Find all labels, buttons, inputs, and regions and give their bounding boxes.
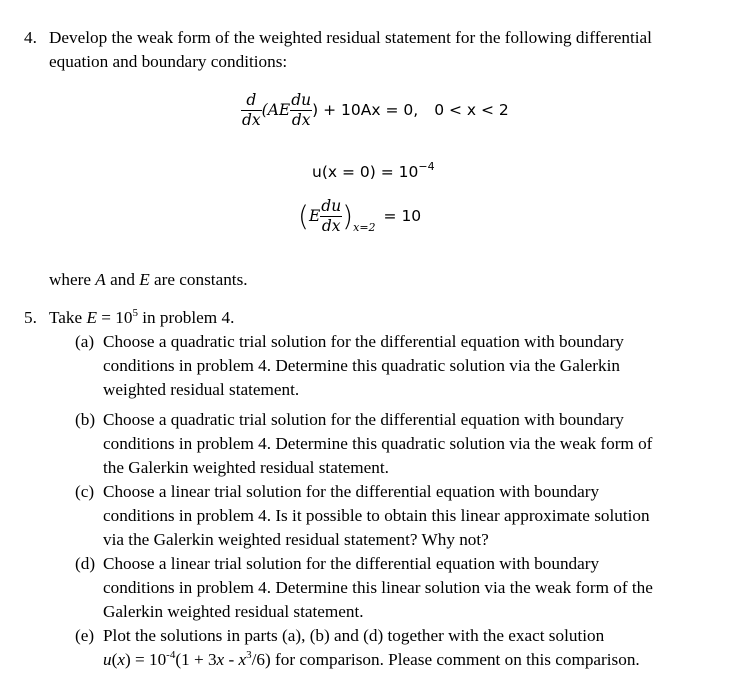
eq2-exponent: −4 — [418, 160, 435, 173]
problem-5-number: 5. — [24, 308, 37, 327]
dx-denominator-2: dx — [291, 110, 311, 129]
eq2-lhs: u(x = 0) = 10 — [312, 163, 419, 181]
part-a-line1: Choose a quadratic trial solution for the differential equation with boundary — [103, 332, 624, 351]
eq3-du-dx-fraction — [320, 199, 342, 234]
problem-5-intro — [49, 306, 234, 330]
dx-denominator: dx — [242, 110, 261, 129]
equation-2 — [312, 160, 435, 184]
eq1-domain: 0 < x < 2 — [434, 101, 509, 119]
intro-suffix: in problem 4. — [137, 308, 235, 327]
eq3-subscript: x=2 — [353, 221, 376, 234]
part-e-label: (e) — [75, 626, 95, 645]
exact-solution-b: (1 + 3x - x — [175, 650, 247, 669]
part-c-line2: conditions in problem 4. Is it possible to obtain this linear approximate solution — [103, 506, 650, 525]
exact-solution-a-exp: -4 — [166, 649, 176, 661]
part-a-line3: weighted residual statement. — [103, 380, 300, 399]
eq1-rest: + 10Ax = 0, — [318, 101, 419, 119]
part-b-line2: conditions in problem 4. Determine this quadratic solution via the weak form of — [103, 434, 653, 453]
exact-solution-b-exp: 3 — [246, 649, 252, 661]
equation-1 — [241, 93, 509, 128]
constants-note: where A and E are constants. — [49, 270, 248, 289]
du-dx-fraction — [290, 93, 312, 128]
exact-solution-a: u(x) = 10 — [103, 650, 167, 669]
d-numerator: d — [246, 91, 257, 109]
part-b-line3: the Galerkin weighted residual statement. — [103, 458, 389, 477]
part-e-formula-line — [103, 648, 640, 672]
part-d-line3: Galerkin weighted residual statement. — [103, 602, 364, 621]
part-a-label: (a) — [75, 332, 95, 351]
part-c-label: (c) — [75, 482, 95, 501]
part-b-line1: Choose a quadratic trial solution for the differential equation with boundary — [103, 410, 624, 429]
right-paren: ) — [342, 199, 354, 233]
part-b-label: (b) — [75, 410, 96, 429]
equation-3 — [298, 199, 421, 240]
problem-4-number: 4. — [24, 28, 37, 47]
part-e-line1: Plot the solutions in parts (a), (b) and (d) together with the exact solution — [103, 626, 605, 645]
part-d-line1: Choose a linear trial solution for the differential equation with boundary — [103, 554, 600, 573]
part-d-line2: conditions in problem 4. Determine this linear solution via the weak form of the — [103, 578, 653, 597]
intro-prefix: Take E = 10 — [49, 308, 133, 327]
eq3-du-numerator: du — [321, 197, 342, 215]
derivative-operator — [241, 93, 262, 128]
eq3-dx-denominator: dx — [321, 216, 341, 235]
problem-4-text-line1: Develop the weak form of the weighted residual statement for the following differential — [49, 28, 652, 47]
part-c-line3: via the Galerkin weighted residual statement? Why not? — [103, 530, 489, 549]
exact-solution-c: /6) for comparison. Please comment on this comparison. — [251, 650, 640, 669]
part-a-line2: conditions in problem 4. Determine this quadratic solution via the Galerkin — [103, 356, 620, 375]
du-numerator: du — [291, 91, 312, 109]
intro-exponent: 5 — [132, 307, 138, 319]
eq1-close: ) — [312, 101, 319, 119]
part-c-line1: Choose a linear trial solution for the differential equation with boundary — [103, 482, 600, 501]
problem-4-text-line2: equation and boundary conditions: — [49, 52, 288, 71]
eq3-E: E — [308, 207, 321, 225]
eq3-rhs: = 10 — [383, 207, 422, 225]
eq1-open: (AE — [261, 101, 291, 119]
left-paren: ( — [298, 199, 309, 233]
part-d-label: (d) — [75, 554, 96, 573]
